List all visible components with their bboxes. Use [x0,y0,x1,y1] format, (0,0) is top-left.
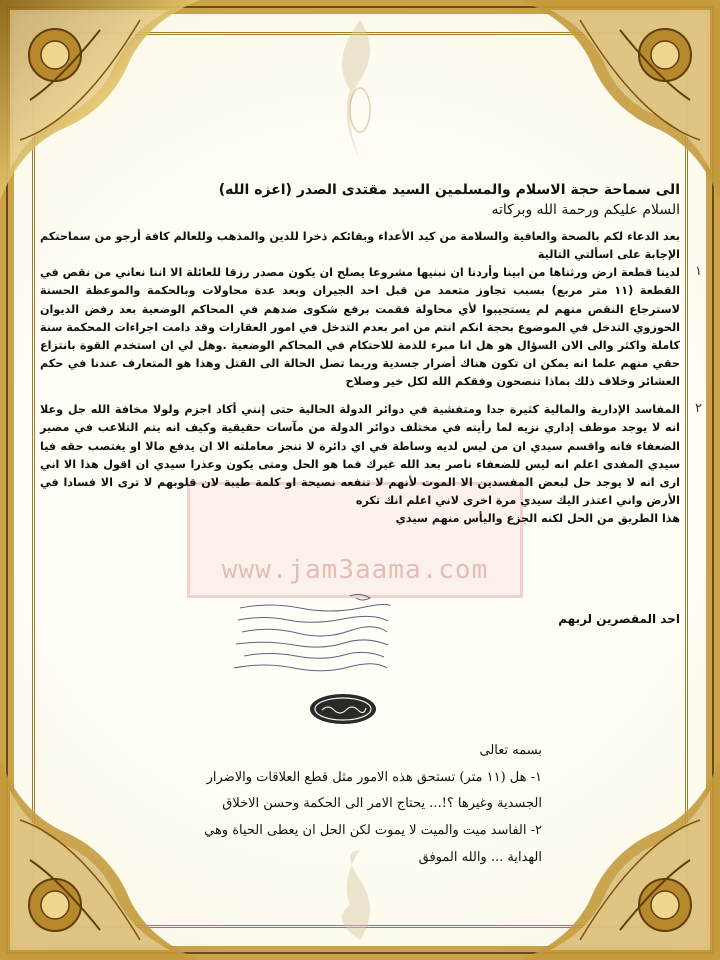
signer-text: احد المقصرين لربهم [558,612,680,626]
question-2-text: المفاسد الإدارية والمالية كثيرة جدا ومتفشية في دوائر الدولة الحالية حتى إنني أكاد اجزم ولولا مخافة الله جل وعلا انه لا يوجد موظف إداري نزيه لما رأيته في مختلف دوائر الدولة من مآسات حقيقية وكيف انه يتم التلاعب في مصير الضعفاء فانه واقسم سيدي ان من ليس لديه وساطة في اي دائرة لا تنجز معاملته الا ان يدفع مالا او يغتصب حقه فيا سيدي المفدى اعلم انه ليس للضعفاء ناصر بعد الله غيرك فما هو الحل ومتى يكون وعذرا سيدي ان اقول هذا الا اني ارى انه لا يوجد حل لبعض المفسدين الا الموت لأنهم لا تنفعه نصيحة او كلمة طيبة لان قلوبهم لا ترى الا فسادا في الأرض واني اعتذر اليك سيدي مرة اخرى لاني اعلم انك تكره [40,403,680,507]
answer-1-line-1: ١- هل (١١ متر) تستحق هذه الامور مثل قطع العلاقات والاضرار [206,769,542,785]
letter-greeting: السلام عليكم ورحمة الله وبركاته [491,202,680,218]
ornament-corner-bottom-right [520,760,720,960]
watermark-url: www.jam3aama.com [221,555,489,585]
answer-1-line-2: الجسدية وغيرها ؟!... يحتاج الامر الى الحكمة وحسن الاخلاق [222,796,542,812]
answer-block [200,738,542,871]
ornament-corner-top-right [520,0,720,200]
answer-2-line-1: ٢- الفاسد ميت والميت لا يموت لكن الحل ان يعطى الحياة وهي [204,822,542,838]
question-2-number: ٢ [695,401,702,417]
letter-signer [40,612,680,626]
letter-body [40,182,702,528]
ornament-top-emblem [330,20,390,160]
question-1-number: ١ [695,264,702,280]
office-seal [308,692,378,726]
handwritten-note [230,590,400,680]
letter-title: الى سماحة حجة الاسلام والمسلمين السيد مقتدى الصدر (اعزه الله) [218,182,680,198]
question-2-tail: هذا الطريق من الحل لكنه الجزع واليأس منهم سيدي [395,512,680,526]
ornament-corner-top-left [0,0,200,200]
question-1 [40,264,702,391]
letter-intro: بعد الدعاء لكم بالصحة والعافية والسلامة من كيد الأعداء وبقائكم ذخرا للدين والمذهب وللعالم كافة أرجو من سماحتكم الإجابة على اسألتي التالية [40,230,680,262]
question-2 [40,401,702,528]
ornament-corner-bottom-left [0,760,200,960]
answer-bismihi: بسمه تعالى [479,743,542,758]
answer-2-line-2: الهداية ... والله الموفق [418,849,542,865]
question-1-text: لدينا قطعة ارض ورثناها من ابينا وأردنا ان نبنيها مشروعا يصلح ان يكون مصدر رزقا للعائلة الا اننا نعاني من نقص في القطعة (١١ متر مربع) بسبب تجاوز متعمد من قبل احد الجيران وبعد عدة محاولات وبالحكمة والموعظة الحسنة لاسترجاع النقص منهم لم يستجيبوا لأي محاولة فقمت برفع شكوى ضدهم في المحاكم الوضعية بعد رفض الديوان الحوزوي التدخل في الموضوع بحجة انكم انتم من امر بعدم التدخل في امور العقارات وقد دامت اجراءات المحكمة سنة كاملة واكثر والى الان السؤال هو هل انا مبرء للذمة للاحتكام في المحاكم الوضعية .وهل لي ان استخدم القوة بانتزاع حقي منهم علما انه يمكن ان تكون هناك أضرار جسدية وربما تصل الحالة الى القتل وهذا هو المتعارف عندنا في حكم العشائر وخلاف ذلك بماذا تنصحون وفقكم الله لكل خير وصلاح [40,266,680,389]
